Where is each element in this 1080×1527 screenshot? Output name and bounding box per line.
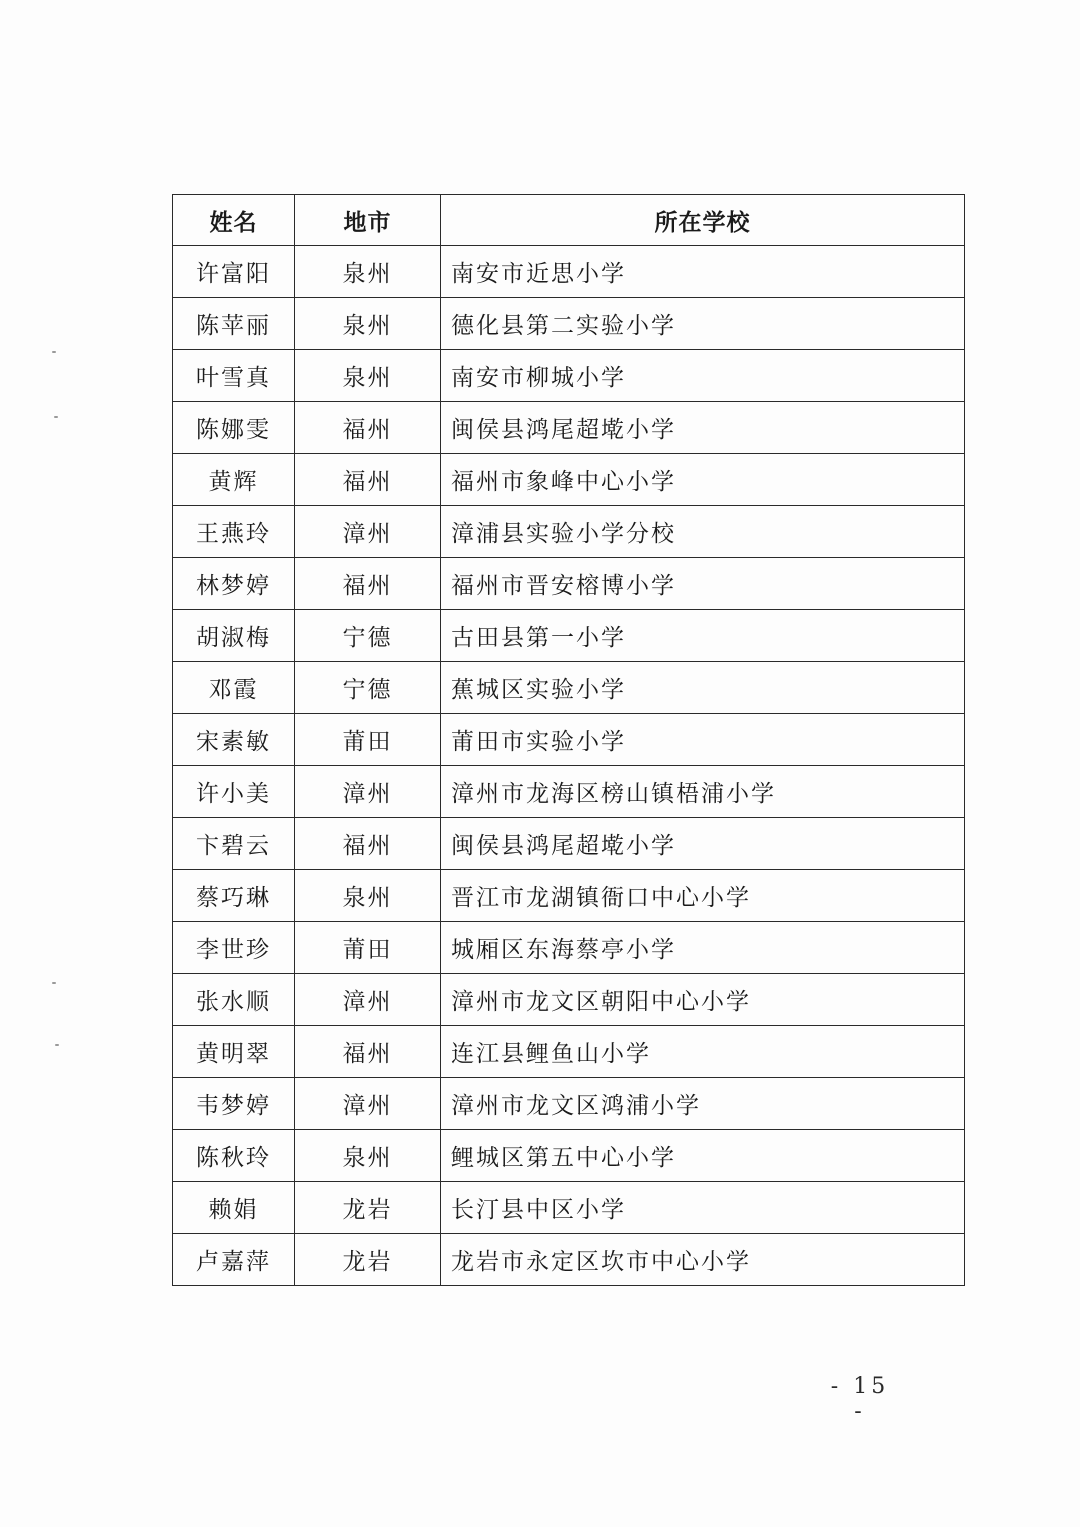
cell-city: 福州 — [295, 818, 441, 870]
cell-name: 赖娟 — [173, 1182, 295, 1234]
table-row — [173, 1182, 965, 1234]
cell-school: 南安市近思小学 — [441, 246, 965, 298]
cell-name: 卢嘉萍 — [173, 1234, 295, 1286]
scan-speck — [54, 416, 58, 418]
table-row — [173, 506, 965, 558]
cell-school: 莆田市实验小学 — [441, 714, 965, 766]
table-row — [173, 922, 965, 974]
cell-school: 福州市晋安榕博小学 — [441, 558, 965, 610]
cell-city: 泉州 — [295, 1130, 441, 1182]
header-name: 姓名 — [173, 195, 295, 246]
cell-city: 福州 — [295, 454, 441, 506]
table-row — [173, 1026, 965, 1078]
cell-name: 许富阳 — [173, 246, 295, 298]
table-header-row — [173, 195, 965, 246]
scan-speck — [52, 982, 56, 984]
cell-name: 韦梦婷 — [173, 1078, 295, 1130]
cell-school: 闽侯县鸿尾超墘小学 — [441, 818, 965, 870]
cell-school: 龙岩市永定区坎市中心小学 — [441, 1234, 965, 1286]
cell-name: 黄明翠 — [173, 1026, 295, 1078]
table-row — [173, 662, 965, 714]
table-row — [173, 610, 965, 662]
cell-city: 宁德 — [295, 662, 441, 714]
cell-city: 福州 — [295, 1026, 441, 1078]
table-row — [173, 1130, 965, 1182]
cell-city: 莆田 — [295, 714, 441, 766]
cell-name: 李世珍 — [173, 922, 295, 974]
cell-name: 许小美 — [173, 766, 295, 818]
table-row — [173, 1234, 965, 1286]
cell-city: 漳州 — [295, 506, 441, 558]
cell-name: 林梦婷 — [173, 558, 295, 610]
cell-name: 陈秋玲 — [173, 1130, 295, 1182]
cell-name: 蔡巧琳 — [173, 870, 295, 922]
cell-city: 泉州 — [295, 246, 441, 298]
cell-school: 漳州市龙海区榜山镇梧浦小学 — [441, 766, 965, 818]
header-school: 所在学校 — [441, 195, 965, 246]
cell-name: 张水顺 — [173, 974, 295, 1026]
table-row — [173, 818, 965, 870]
table-row — [173, 298, 965, 350]
table-row — [173, 558, 965, 610]
cell-school: 长汀县中区小学 — [441, 1182, 965, 1234]
cell-school: 漳州市龙文区朝阳中心小学 — [441, 974, 965, 1026]
table-row — [173, 402, 965, 454]
cell-school: 漳浦县实验小学分校 — [441, 506, 965, 558]
cell-name: 王燕玲 — [173, 506, 295, 558]
table-row — [173, 714, 965, 766]
cell-school: 福州市象峰中心小学 — [441, 454, 965, 506]
cell-city: 漳州 — [295, 974, 441, 1026]
table-row — [173, 1078, 965, 1130]
cell-school: 蕉城区实验小学 — [441, 662, 965, 714]
table-row — [173, 454, 965, 506]
header-city: 地市 — [295, 195, 441, 246]
cell-school: 德化县第二实验小学 — [441, 298, 965, 350]
scan-speck — [55, 1044, 59, 1046]
cell-name: 陈苹丽 — [173, 298, 295, 350]
table-row — [173, 350, 965, 402]
cell-city: 泉州 — [295, 350, 441, 402]
cell-name: 胡淑梅 — [173, 610, 295, 662]
cell-school: 南安市柳城小学 — [441, 350, 965, 402]
cell-city: 漳州 — [295, 1078, 441, 1130]
cell-city: 龙岩 — [295, 1234, 441, 1286]
table-row — [173, 974, 965, 1026]
cell-school: 鲤城区第五中心小学 — [441, 1130, 965, 1182]
page-number: - 15 - — [830, 1374, 890, 1424]
table-row — [173, 766, 965, 818]
cell-city: 龙岩 — [295, 1182, 441, 1234]
cell-city: 泉州 — [295, 870, 441, 922]
cell-name: 黄辉 — [173, 454, 295, 506]
cell-city: 宁德 — [295, 610, 441, 662]
cell-city: 莆田 — [295, 922, 441, 974]
table-row — [173, 870, 965, 922]
cell-city: 福州 — [295, 558, 441, 610]
roster-table — [172, 194, 965, 1286]
cell-school: 漳州市龙文区鸿浦小学 — [441, 1078, 965, 1130]
cell-name: 叶雪真 — [173, 350, 295, 402]
cell-city: 漳州 — [295, 766, 441, 818]
scan-speck — [52, 351, 56, 353]
cell-name: 宋素敏 — [173, 714, 295, 766]
table-row — [173, 246, 965, 298]
cell-city: 泉州 — [295, 298, 441, 350]
cell-school: 连江县鲤鱼山小学 — [441, 1026, 965, 1078]
cell-school: 城厢区东海蔡亭小学 — [441, 922, 965, 974]
cell-name: 邓霞 — [173, 662, 295, 714]
cell-school: 古田县第一小学 — [441, 610, 965, 662]
cell-school: 闽侯县鸿尾超墘小学 — [441, 402, 965, 454]
table-body — [173, 246, 965, 1286]
cell-name: 陈娜雯 — [173, 402, 295, 454]
cell-city: 福州 — [295, 402, 441, 454]
cell-school: 晋江市龙湖镇衙口中心小学 — [441, 870, 965, 922]
cell-name: 卞碧云 — [173, 818, 295, 870]
